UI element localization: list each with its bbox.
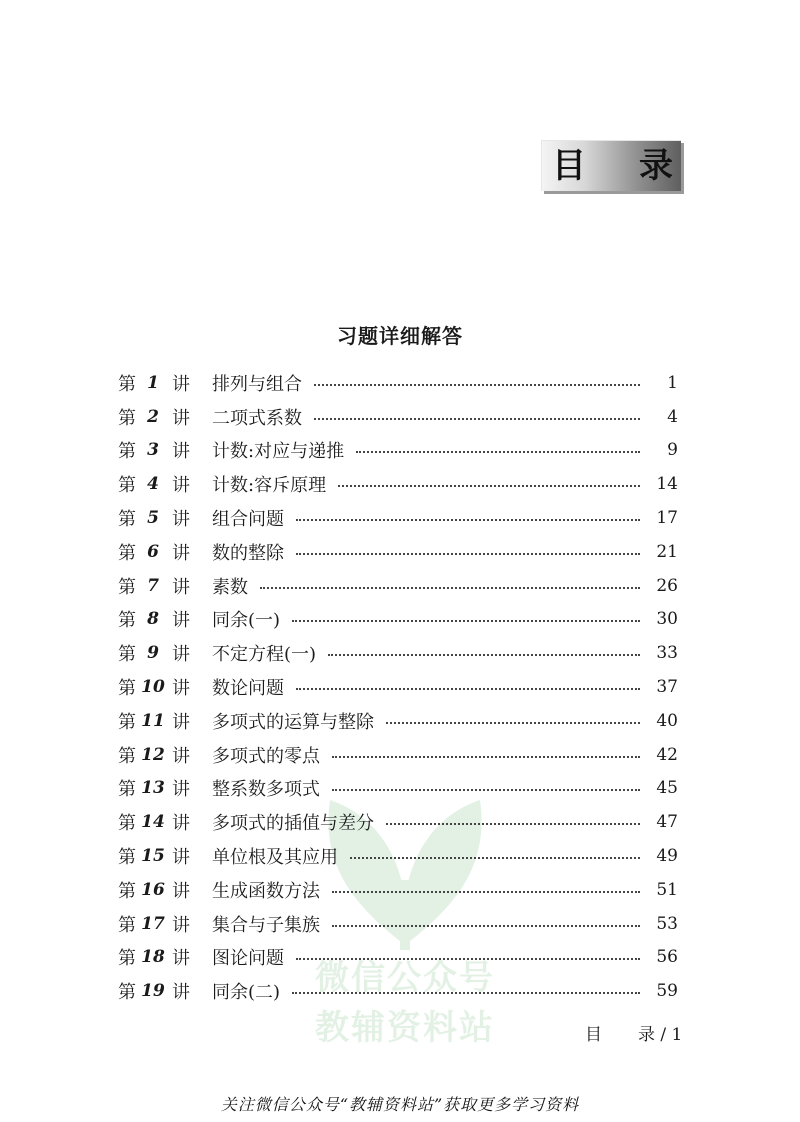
dot-leader [328, 654, 640, 656]
lecture-label [118, 606, 212, 632]
lecture-suffix: 讲 [172, 509, 190, 531]
lecture-topic: 数的整除 [212, 542, 284, 564]
lecture-topic: 素数 [212, 576, 248, 598]
lecture-prefix: 第 [118, 542, 136, 564]
page-number: 33 [656, 643, 678, 664]
toc-entry-4[interactable] [118, 467, 678, 501]
running-footer [585, 1020, 682, 1045]
lecture-number: 5 [147, 508, 159, 529]
toc-entry-6[interactable] [118, 535, 678, 569]
lecture-suffix: 讲 [172, 542, 190, 564]
lecture-number: 16 [141, 879, 165, 900]
lecture-prefix: 第 [118, 914, 136, 936]
page-number: 53 [656, 913, 678, 934]
footer-page-number: / 1 [660, 1025, 683, 1045]
dot-leader [386, 722, 640, 724]
lecture-label [118, 911, 212, 937]
lecture-suffix: 讲 [172, 407, 190, 429]
lecture-label [118, 404, 212, 430]
page-number: 4 [667, 406, 678, 427]
lecture-label [118, 674, 212, 700]
lecture-suffix: 讲 [172, 745, 190, 767]
toc-entry-10[interactable] [118, 670, 678, 704]
dot-leader [314, 384, 640, 386]
lecture-prefix: 第 [118, 711, 136, 733]
lecture-label [118, 843, 212, 869]
lecture-prefix: 第 [118, 475, 136, 497]
lecture-number: 11 [141, 710, 165, 731]
lecture-number: 8 [147, 609, 159, 630]
lecture-suffix: 讲 [172, 779, 190, 801]
page-number: 47 [656, 812, 678, 833]
lecture-topic: 多项式的插值与差分 [212, 813, 374, 835]
lecture-label [118, 370, 212, 396]
toc-entry-13[interactable] [118, 772, 678, 806]
page-number: 17 [656, 508, 678, 529]
lecture-label [118, 775, 212, 801]
toc-entry-7[interactable] [118, 569, 678, 603]
toc-entry-15[interactable] [118, 839, 678, 873]
toc-entry-11[interactable] [118, 704, 678, 738]
lecture-prefix: 第 [118, 982, 136, 1004]
dot-leader [314, 418, 640, 420]
lecture-suffix: 讲 [172, 644, 190, 666]
page-number: 37 [656, 677, 678, 698]
lecture-number: 6 [147, 541, 159, 562]
lecture-label [118, 505, 212, 531]
lecture-label [118, 742, 212, 768]
lecture-prefix: 第 [118, 948, 136, 970]
toc-entry-18[interactable] [118, 941, 678, 975]
dot-leader [296, 688, 640, 690]
lecture-number: 13 [141, 778, 165, 799]
lecture-suffix: 讲 [172, 576, 190, 598]
lecture-label [118, 437, 212, 463]
lecture-suffix: 讲 [172, 982, 190, 1004]
lecture-label [118, 944, 212, 970]
toc-entry-2[interactable] [118, 400, 678, 434]
lecture-label [118, 809, 212, 835]
lecture-topic: 二项式系数 [212, 407, 302, 429]
page-number: 1 [667, 372, 678, 393]
footer-section-char-2: 录 [638, 1025, 655, 1045]
dot-leader [292, 620, 640, 622]
lecture-topic: 集合与子集族 [212, 914, 320, 936]
toc-entry-1[interactable] [118, 366, 678, 400]
lecture-topic: 生成函数方法 [212, 880, 320, 902]
toc-entry-9[interactable] [118, 636, 678, 670]
toc-entry-8[interactable] [118, 603, 678, 637]
section-title: 习题详细解答 [337, 324, 463, 348]
lecture-topic: 数论问题 [212, 678, 284, 700]
lecture-number: 10 [141, 677, 165, 698]
dot-leader [356, 451, 640, 453]
dot-leader [332, 925, 640, 927]
lecture-suffix: 讲 [172, 441, 190, 463]
page-number: 56 [656, 947, 678, 968]
lecture-suffix: 讲 [172, 813, 190, 835]
lecture-number: 18 [141, 947, 165, 968]
lecture-prefix: 第 [118, 813, 136, 835]
lecture-prefix: 第 [118, 880, 136, 902]
lecture-number: 15 [141, 846, 165, 867]
dot-leader [296, 553, 640, 555]
lecture-label [118, 471, 212, 497]
dot-leader [296, 958, 640, 960]
lecture-prefix: 第 [118, 509, 136, 531]
lecture-number: 17 [141, 913, 165, 934]
lecture-topic: 整系数多项式 [212, 779, 320, 801]
page-number: 40 [656, 710, 678, 731]
lecture-suffix: 讲 [172, 880, 190, 902]
dot-leader [292, 992, 640, 994]
page-number: 26 [656, 575, 678, 596]
dot-leader [332, 789, 640, 791]
page-number: 14 [656, 474, 678, 495]
lecture-label [118, 539, 212, 565]
page-number: 9 [667, 440, 678, 461]
dot-leader [296, 519, 640, 521]
lecture-prefix: 第 [118, 610, 136, 632]
lecture-suffix: 讲 [172, 847, 190, 869]
lecture-prefix: 第 [118, 644, 136, 666]
lecture-topic: 同余(一) [212, 610, 281, 632]
toc-entry-17[interactable] [118, 907, 678, 941]
lecture-suffix: 讲 [172, 678, 190, 700]
lecture-prefix: 第 [118, 745, 136, 767]
lecture-prefix: 第 [118, 847, 136, 869]
lecture-label [118, 978, 212, 1004]
lecture-number: 14 [141, 812, 165, 833]
lecture-label [118, 708, 212, 734]
lecture-topic: 组合问题 [212, 509, 284, 531]
toc-title-char-2: 录 [639, 146, 673, 186]
lecture-prefix: 第 [118, 779, 136, 801]
lecture-prefix: 第 [118, 576, 136, 598]
footer-section-char-1: 目 [585, 1025, 602, 1045]
lecture-number: 9 [147, 643, 159, 664]
page-number: 49 [656, 846, 678, 867]
dot-leader [338, 485, 640, 487]
lecture-topic: 计数:对应与递推 [212, 441, 345, 463]
lecture-suffix: 讲 [172, 610, 190, 632]
toc-entry-3[interactable] [118, 434, 678, 468]
dot-leader [386, 823, 640, 825]
lecture-label [118, 640, 212, 666]
toc-entry-14[interactable] [118, 805, 678, 839]
lecture-prefix: 第 [118, 678, 136, 700]
page-number: 42 [656, 744, 678, 765]
dot-leader [350, 857, 640, 859]
lecture-number: 7 [147, 575, 159, 596]
toc-entry-5[interactable] [118, 501, 678, 535]
page-number: 30 [656, 609, 678, 630]
watermark-line-1: 微信公众号 [315, 958, 495, 998]
toc-entry-19[interactable] [118, 974, 678, 1008]
lecture-suffix: 讲 [172, 711, 190, 733]
toc-entry-16[interactable] [118, 873, 678, 907]
lecture-label [118, 877, 212, 903]
lecture-number: 19 [141, 981, 165, 1002]
lecture-topic: 图论问题 [212, 948, 284, 970]
lecture-label [118, 573, 212, 599]
lecture-suffix: 讲 [172, 914, 190, 936]
lecture-number: 4 [147, 474, 159, 495]
toc-list [118, 366, 678, 1008]
lecture-suffix: 讲 [172, 948, 190, 970]
lecture-topic: 同余(二) [212, 982, 281, 1004]
lecture-suffix: 讲 [172, 373, 190, 395]
lecture-topic: 单位根及其应用 [212, 847, 338, 869]
lecture-suffix: 讲 [172, 475, 190, 497]
lecture-number: 1 [147, 372, 159, 393]
lecture-prefix: 第 [118, 441, 136, 463]
dot-leader [332, 891, 640, 893]
toc-title-block [541, 140, 681, 191]
lecture-topic: 多项式的零点 [212, 745, 320, 767]
page-number: 59 [656, 981, 678, 1002]
page-number: 51 [656, 879, 678, 900]
lecture-prefix: 第 [118, 373, 136, 395]
lecture-topic: 多项式的运算与整除 [212, 711, 374, 733]
dot-leader [332, 756, 640, 758]
lecture-number: 2 [147, 406, 159, 427]
bottom-notice: 关注微信公众号“教辅资料站”获取更多学习资料 [220, 1095, 580, 1114]
lecture-number: 12 [141, 744, 165, 765]
lecture-number: 3 [147, 440, 159, 461]
dot-leader [260, 587, 640, 589]
page-number: 21 [656, 541, 678, 562]
page-number: 45 [656, 778, 678, 799]
watermark-line-2: 教辅资料站 [315, 1008, 495, 1048]
toc-title-char-1: 目 [552, 146, 586, 186]
lecture-topic: 排列与组合 [212, 373, 302, 395]
lecture-topic: 计数:容斥原理 [212, 475, 327, 497]
lecture-topic: 不定方程(一) [212, 644, 317, 666]
lecture-prefix: 第 [118, 407, 136, 429]
toc-entry-12[interactable] [118, 738, 678, 772]
